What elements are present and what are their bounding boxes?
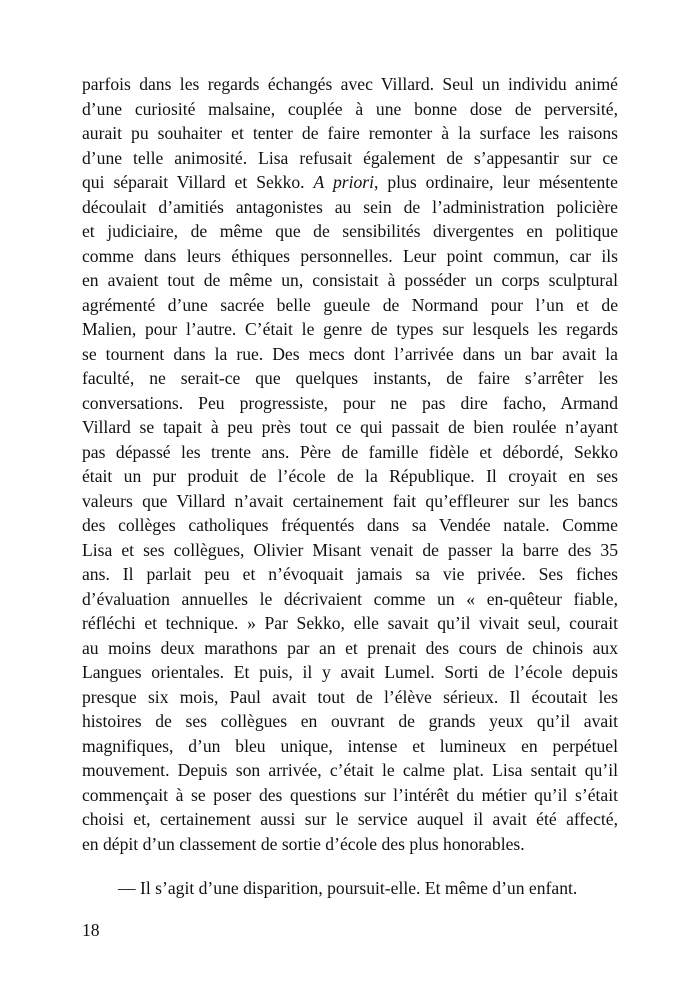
paragraph-line: Lisa et ses collègues, Olivier Misant venait de passer la barre des 35: [82, 539, 618, 560]
paragraph-line: magnifiques, d’un bleu unique, intense et lumineux en perpétuel: [82, 735, 618, 756]
page-number: 18: [82, 920, 100, 940]
paragraph-line: d’évaluation annuelles le décrivaient comme un « en-quêteur fiable,: [82, 588, 618, 609]
paragraph-line: était un pur produit de l’école de la République. Il croyait en ses: [82, 466, 618, 486]
paragraph-line: choisi et, certainement aussi sur le service auquel il avait été affecté,: [82, 809, 618, 829]
paragraph-line: se tournent dans la rue. Des mecs dont l’arrivée dans un bar avait la: [82, 343, 618, 364]
paragraph-line: conversations. Peu progressiste, pour ne pas dire facho, Armand: [82, 392, 618, 413]
paragraph-line: valeurs que Villard n’avait certainement fait qu’effleurer sur les bancs: [82, 490, 618, 511]
paragraph-line: pas dépassé les trente ans. Père de famille fidèle et débordé, Sekko: [82, 441, 618, 462]
line-tail-text: , plus ordinaire, leur mésentente: [374, 172, 618, 192]
line-lead-text: qui séparait Villard et Sekko.: [82, 172, 314, 192]
dialogue-line: — Il s’agit d’une disparition, poursuit-elle. Et même d’un enfant.: [118, 878, 578, 898]
paragraph-line: en dépit d’un classement de sortie d’école des plus honorables.: [82, 833, 525, 854]
paragraph-line: d’une telle animosité. Lisa refusait également de s’appesantir sur ce: [82, 147, 618, 168]
paragraph-line: presque six mois, Paul avait tout de l’élève sérieux. Il écoutait les: [82, 686, 618, 707]
paragraph-line: au moins deux marathons par an et prenait des cours de chinois aux: [82, 637, 618, 658]
paragraph-line: réfléchi et technique. » Par Sekko, elle savait qu’il vivait seul, courait: [82, 613, 618, 633]
body-paragraph: [82, 72, 618, 856]
paragraph-line: des collèges catholiques fréquentés dans sa Vendée natale. Comme: [82, 515, 618, 535]
paragraph-line: mouvement. Depuis son arrivée, c’était le calme plat. Lisa sentait qu’il: [82, 760, 618, 780]
paragraph-line: aurait pu souhaiter et tenter de faire remonter à la surface les raisons: [82, 123, 618, 143]
paragraph-line: en avaient tout de même un, consistait à posséder un corps sculptural: [82, 270, 618, 290]
paragraph-line: Langues orientales. Et puis, il y avait Lumel. Sorti de l’école depuis: [82, 662, 618, 682]
paragraph-line: agrémenté d’une sacrée belle gueule de Normand pour l’un et de: [82, 294, 618, 315]
paragraph-line: ans. Il parlait peu et n’évoquait jamais sa vie privée. Ses fiches: [82, 564, 618, 584]
paragraph-line: Malien, pour l’autre. C’était le genre de types sur lesquels les regards: [82, 319, 618, 339]
paragraph-line: histoires de ses collègues en ouvrant de grands yeux qu’il avait: [82, 711, 618, 731]
paragraph-line: d’une curiosité malsaine, couplée à une bonne dose de perversité,: [82, 98, 618, 119]
paragraph-line: Villard se tapait à peu près tout ce qui passait de bien roulée n’ayant: [82, 417, 618, 437]
paragraph-line: commençait à se poser des questions sur l’intérêt du métier qu’il s’était: [82, 784, 618, 805]
paragraph-line: faculté, ne serait-ce que quelques instants, de faire s’arrêter les: [82, 368, 618, 388]
paragraph-line: et judiciaire, de même que de sensibilités divergentes en politique: [82, 221, 618, 241]
paragraph-line: découlait d’amitiés antagonistes au sein de l’administration policière: [82, 196, 618, 217]
paragraph-line: parfois dans les regards échangés avec Villard. Seul un individu animé: [82, 74, 618, 94]
paragraph-line: comme dans leurs éthiques personnelles. Leur point commun, car ils: [82, 245, 618, 266]
italic-phrase: A priori: [313, 172, 375, 192]
paragraph-line: [82, 170, 618, 195]
